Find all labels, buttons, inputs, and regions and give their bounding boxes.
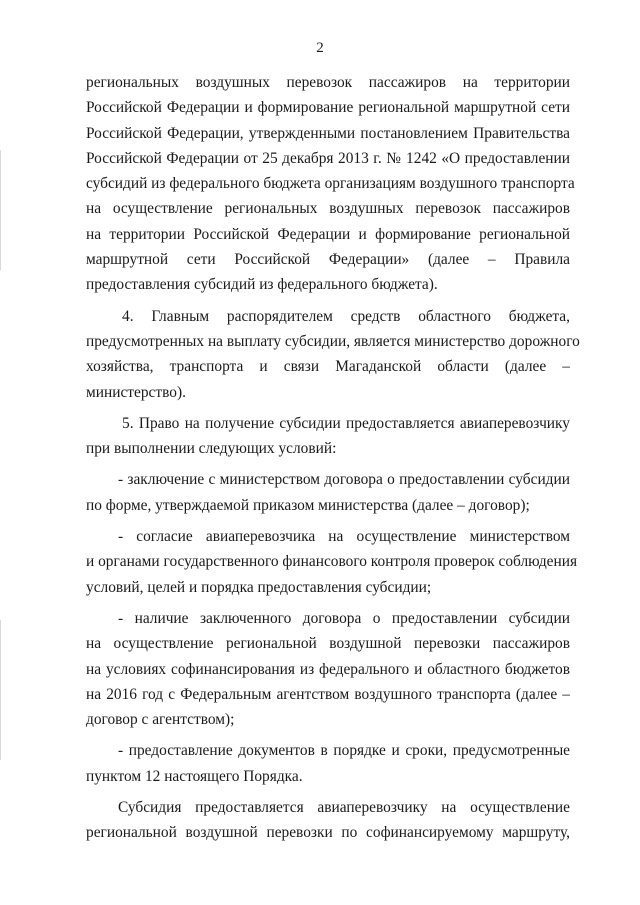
text-line: на осуществление региональных воздушных перевозок пассажиров [86, 200, 570, 218]
text-line: - согласие авиаперевозчика на осуществление министерством [118, 528, 570, 546]
text-line: министерство). [86, 383, 186, 401]
text-line: хозяйства, транспорта и связи Магаданской области (далее – [86, 358, 570, 376]
text-line: на территории Российской Федерации и формирование региональной [86, 225, 570, 243]
text-line: - заключение с министерством договора о предоставлении субсидии [118, 471, 570, 489]
text-line: региональной воздушной перевозки по софинансируемому маршруту, [86, 824, 570, 842]
scan-edge-mark [0, 150, 1, 270]
text-line: и органами государственного финансового контроля проверок соблюдения [86, 553, 578, 571]
text-line: региональных воздушных перевозок пассажиров на территории [86, 74, 570, 91]
page-number: 2 [316, 40, 324, 56]
text-line: 4. Главным распорядителем средств областного бюджета, [122, 307, 570, 325]
text-line: Российской Федерации от 25 декабря 2013 г. № 1242 «О предоставлении [86, 149, 570, 167]
text-line: Российской Федерации и формирование региональной маршрутной сети [86, 99, 570, 117]
text-line: по форме, утверждаемой приказом министерства (далее – договор); [86, 496, 530, 514]
text-line: на 2016 год с Федеральным агентством воздушного транспорта (далее – [86, 685, 570, 703]
text-line: - наличие заключенного договора о предоставлении субсидии [118, 609, 570, 627]
text-line: Субсидия предоставляется авиаперевозчику на осуществление [118, 799, 570, 817]
text-line: на условиях софинансирования из федерального и областного бюджетов [86, 660, 570, 678]
text-line: при выполнении следующих условий: [86, 440, 337, 458]
text-line: - предоставление документов в порядке и сроки, предусмотренные [118, 742, 570, 760]
text-line: субсидий из федерального бюджета организациям воздушного транспорта [86, 175, 575, 193]
text-line: договор с агентством); [86, 711, 235, 729]
text-line: Российской Федерации, утвержденными постановлением Правительства [86, 124, 570, 142]
text-line: пунктом 12 настоящего Порядка. [86, 767, 303, 785]
text-line: 5. Право на получение субсидии предоставляется авиаперевозчику [122, 414, 570, 432]
text-line: на осуществление региональной воздушной перевозки пассажиров [86, 635, 570, 653]
text-line: предоставления субсидий из федерального бюджета). [86, 276, 438, 294]
text-line: предусмотренных на выплату субсидии, является министерство дорожного [86, 332, 580, 350]
text-line: условий, целей и порядка предоставления субсидии; [86, 578, 432, 596]
text-line: маршрутной сети Российской Федерации» (далее – Правила [86, 251, 570, 269]
scan-edge-mark [0, 620, 1, 760]
document-body [86, 70, 580, 846]
